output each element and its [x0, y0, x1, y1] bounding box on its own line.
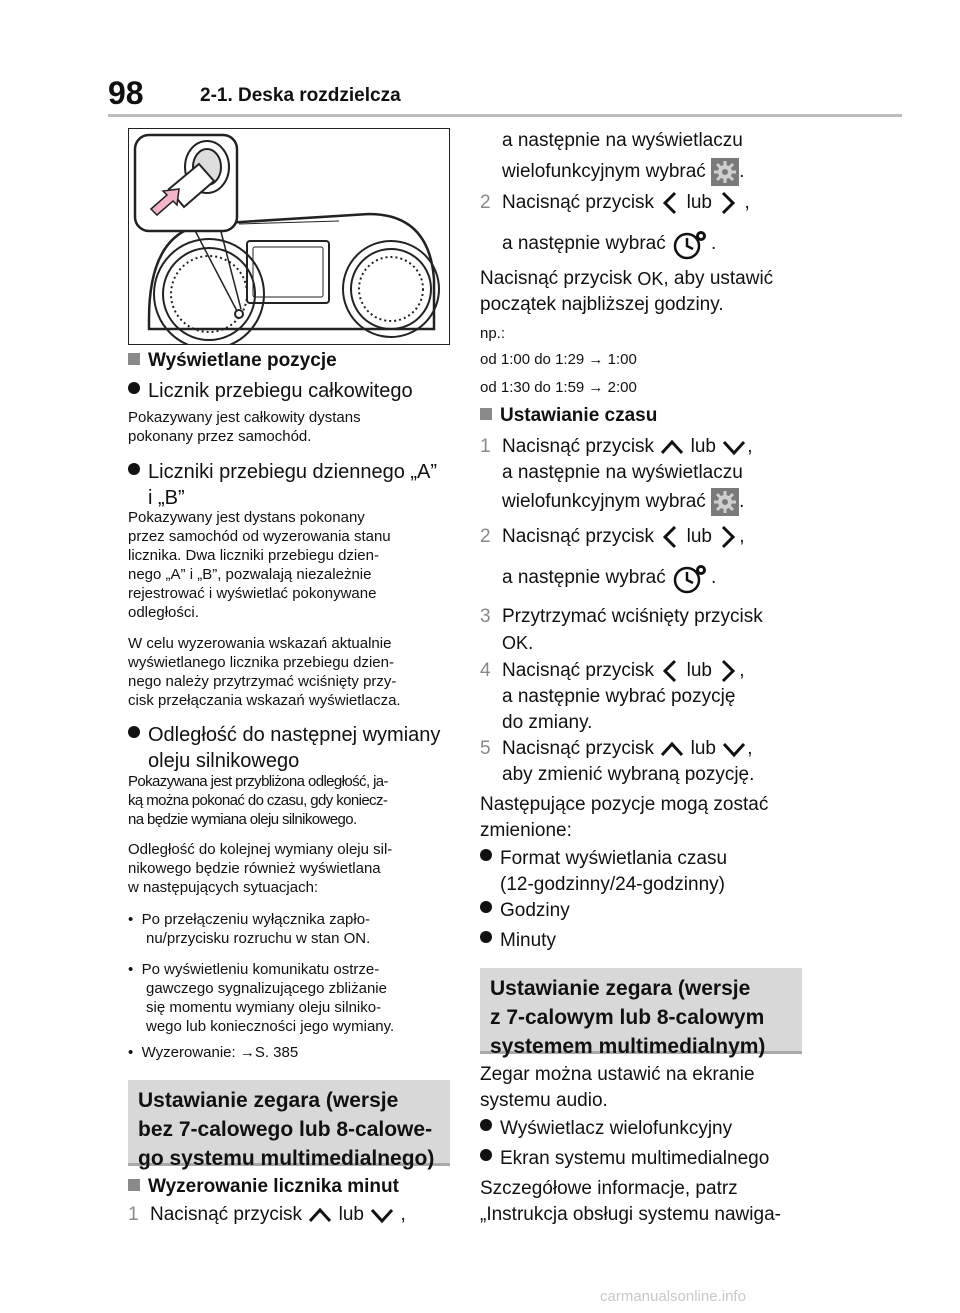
clock-settings-icon [671, 228, 711, 260]
round-bullet-icon [128, 382, 140, 394]
chevron-down-icon [721, 740, 747, 758]
example-2: od 1:30 do 1:59 → 2:00 [480, 379, 637, 396]
square-bullet-icon [128, 1179, 140, 1191]
item-multimedia-screen: Ekran systemu multimedialnego [480, 1146, 769, 1172]
watermark-footer: carmanualsonline.info [600, 1288, 746, 1305]
oil-change-desc: Pokazywana jest przybliżona odległość, ja- ką można pokonać do czasu, gdy koniecz- na będzie wymiana oleju silnikowego. [128, 773, 388, 828]
item-minutes: Minuty [480, 928, 556, 954]
trip-meter-desc: Pokazywany jest dystans pokonany przez samochód od wyzerowania stanu licznika. Dwa liczniki przebiegu dzien- nego „A” i „B”, pozwalają niezależnie rejestrować i wyświetlać pokonywane odległości. [128, 509, 391, 621]
chevron-right-icon [717, 658, 739, 684]
chevron-left-icon [659, 658, 681, 684]
section-box-clock-with-multimedia: Ustawianie zegara (wersje z 7-calowym lub 8-calowym systemem multimedialnym) [480, 968, 802, 1054]
set-time-step-2-b: a następnie wybrać . [502, 562, 716, 594]
round-bullet-icon [480, 901, 492, 913]
press-ok-line1: Nacisnąć przycisk OK, aby ustawić [480, 266, 773, 292]
audio-screen-intro: Zegar można ustawić na ekranie systemu audio. [480, 1064, 755, 1111]
set-time-step-4: 4 Nacisnąć przycisk lub , [480, 658, 745, 684]
chevron-up-icon [659, 740, 685, 758]
section-box-clock-without-multimedia: Ustawianie zegara (wersje bez 7-calowego lub 8-calowe- go systemu multimedialnego) [128, 1080, 450, 1166]
right-step-2-b: a następnie wybrać . [502, 228, 716, 260]
heading-set-time: Ustawianie czasu [480, 405, 657, 427]
odometer-title: Licznik przebiegu całkowitego [128, 378, 413, 404]
press-ok-line2: początek najbliższej godziny. [480, 294, 724, 315]
right-cont-line2: wielofunkcyjnym wybrać . [502, 158, 744, 186]
oil-change-title: Odległość do następnej wymiany oleju silnikowego [128, 722, 440, 774]
instrument-cluster-illustration [128, 128, 450, 345]
set-time-step-2: 2 Nacisnąć przycisk lub , [480, 524, 745, 550]
chevron-up-icon [659, 438, 685, 456]
header-rule [108, 114, 902, 117]
set-time-step-1: 1 Nacisnąć przycisk lub , [480, 436, 753, 457]
ok-button-icon: OK [637, 269, 664, 289]
heading-reset-minutes: Wyzerowanie licznika minut [128, 1176, 399, 1198]
item-hours: Godziny [480, 898, 570, 924]
section-title: 2-1. Deska rozdzielcza [200, 85, 401, 106]
odometer-desc: Pokazywany jest całkowity dystans pokonany przez samochód. [128, 409, 361, 445]
ok-button-icon: OK [502, 633, 529, 653]
chevron-left-icon [659, 524, 681, 550]
set-time-step-5: 5 Nacisnąć przycisk lub , [480, 738, 753, 759]
chevron-down-icon [721, 438, 747, 456]
chevron-right-icon [717, 190, 739, 216]
set-time-step-3: 3 Przytrzymać wciśnięty przycisk [480, 606, 763, 627]
heading-displayed-items: Wyświetlane pozycje [128, 350, 337, 372]
changeable-items-intro: Następujące pozycje mogą zostać zmienione: [480, 794, 769, 841]
right-cont-line1: a następnie na wyświetlaczu [502, 130, 743, 151]
round-bullet-icon [128, 726, 140, 738]
item-time-format: Format wyświetlania czasu (12-godzinny/24-godzinny) [480, 846, 727, 898]
set-time-step-4-b: a następnie wybrać pozycję do zmiany. [502, 686, 736, 733]
example-1: od 1:00 do 1:29 → 1:00 [480, 351, 637, 368]
right-step-2: 2 Nacisnąć przycisk lub , [480, 190, 750, 216]
page-number: 98 [108, 75, 144, 111]
page-header [0, 0, 960, 120]
cluster-drawing [129, 129, 449, 344]
chevron-down-icon [369, 1206, 395, 1224]
square-bullet-icon [480, 408, 492, 420]
trip-meter-title: Liczniki przebiegu dziennego „A” i „B” [128, 459, 437, 511]
left-step-1: 1 Nacisnąć przycisk lub , [128, 1204, 406, 1225]
oil-change-also: Odległość do kolejnej wymiany oleju sil- nikowego będzie również wyświetlana w następujących sytuacjach: [128, 841, 393, 896]
round-bullet-icon [480, 1149, 492, 1161]
set-time-step-1-b: a następnie na wyświetlaczu [502, 462, 743, 483]
clock-settings-icon [671, 562, 711, 594]
item-multi-display: Wyświetlacz wielofunkcyjny [480, 1116, 732, 1142]
trip-reset-desc: W celu wyzerowania wskazań aktualnie wyświetlanego licznika przebiegu dzien- nego należy przytrzymać wciśnięty przy- cisk przełączania wskazań wyświetlacza. [128, 635, 401, 709]
details-reference: Szczegółowe informacje, patrz „Instrukcja obsługi systemu nawiga- [480, 1178, 781, 1225]
round-bullet-icon [480, 1119, 492, 1131]
set-time-step-1-c: wielofunkcyjnym wybrać . [502, 488, 744, 516]
settings-gear-icon [711, 488, 739, 516]
square-bullet-icon [128, 353, 140, 365]
round-bullet-icon [480, 849, 492, 861]
example-label: np.: [480, 325, 506, 342]
bullet-warning: • Po wyświetleniu komunikatu ostrze- gawczego sygnalizującego zbliżanie się momentu wymiany oleju silniko- wego lub konieczności jego wymiany. [128, 961, 395, 1035]
chevron-left-icon [659, 190, 681, 216]
round-bullet-icon [128, 463, 140, 475]
set-time-step-5-b: aby zmienić wybraną pozycję. [502, 764, 755, 785]
settings-gear-icon [711, 158, 739, 186]
set-time-step-3-b: OK. [502, 633, 534, 654]
chevron-up-icon [307, 1206, 333, 1224]
bullet-reset-ref: • Wyzerowanie: →S. 385 [128, 1044, 299, 1061]
bullet-ignition: • Po przełączeniu wyłącznika zapło- nu/przycisku rozruchu w stan ON. [128, 911, 371, 947]
round-bullet-icon [480, 931, 492, 943]
chevron-right-icon [717, 524, 739, 550]
